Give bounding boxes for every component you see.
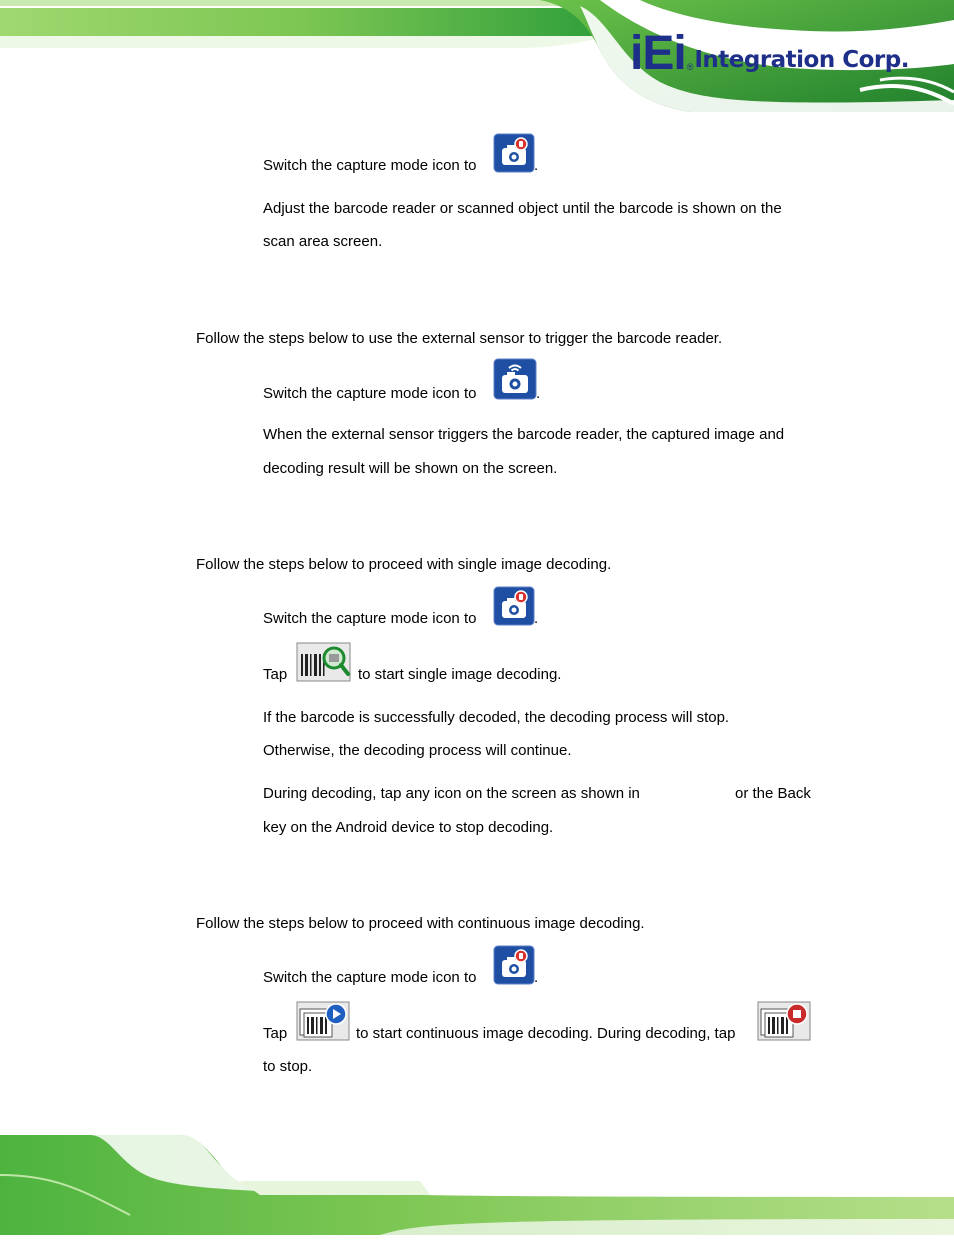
camera-hand-icon: [493, 133, 535, 173]
footer-decoration: [0, 1135, 954, 1235]
s4-step2-tap: Tap: [263, 1025, 288, 1042]
barcode-play-icon: [296, 1001, 350, 1041]
s3-step4-line1b: or the Back: [735, 785, 811, 802]
s2-intro: Follow the steps below to use the external sensor to trigger the barcode reader.: [196, 330, 723, 347]
s2-step2-line1: When the external sensor triggers the barcode reader, the captured image and: [263, 426, 785, 443]
camera-sensor-icon: [493, 358, 537, 400]
s1-step1-period: .: [534, 157, 539, 174]
s3-step3-line2: Otherwise, the decoding process will continue.: [263, 742, 572, 759]
page-header: [0, 0, 954, 112]
s3-step2-tap: Tap: [263, 666, 288, 683]
barcode-stop-icon: [757, 1001, 811, 1041]
barcode-search-icon: [296, 642, 351, 682]
s4-step1-period: .: [534, 969, 539, 986]
s3-step2-text: to start single image decoding.: [358, 666, 562, 683]
s2-step1-period: .: [536, 385, 541, 402]
s4-step2-line2: to stop.: [263, 1058, 313, 1075]
s4-step1: Switch the capture mode icon to: [263, 969, 477, 986]
page-footer: [0, 1135, 954, 1235]
s3-step4-line2: key on the Android device to stop decoding.: [263, 819, 554, 836]
s3-intro: Follow the steps below to proceed with single image decoding.: [196, 556, 612, 573]
camera-hand-icon: [493, 945, 535, 985]
s3-step3-line1: If the barcode is successfully decoded, the decoding process will stop.: [263, 709, 730, 726]
logo-company-name: Integration Corp.: [694, 47, 909, 73]
camera-hand-icon: [493, 586, 535, 626]
logo-registered: ®: [686, 62, 694, 72]
s2-step2-line2: decoding result will be shown on the screen.: [263, 460, 558, 477]
s1-step2-line2: scan area screen.: [263, 233, 383, 250]
s3-step1-period: .: [534, 610, 539, 627]
brand-logo: [630, 24, 909, 80]
s4-intro: Follow the steps below to proceed with continuous image decoding.: [196, 915, 645, 932]
s1-step1: Switch the capture mode icon to: [263, 157, 477, 174]
logo-mark: iEi: [630, 27, 686, 80]
s2-step1: Switch the capture mode icon to: [263, 385, 477, 402]
s4-step2-text: to start continuous image decoding. During decoding, tap: [356, 1025, 736, 1042]
s3-step4-line1a: During decoding, tap any icon on the screen as shown in: [263, 785, 640, 802]
s1-step2-line1: Adjust the barcode reader or scanned object until the barcode is shown on the: [263, 200, 782, 217]
s3-step1: Switch the capture mode icon to: [263, 610, 477, 627]
